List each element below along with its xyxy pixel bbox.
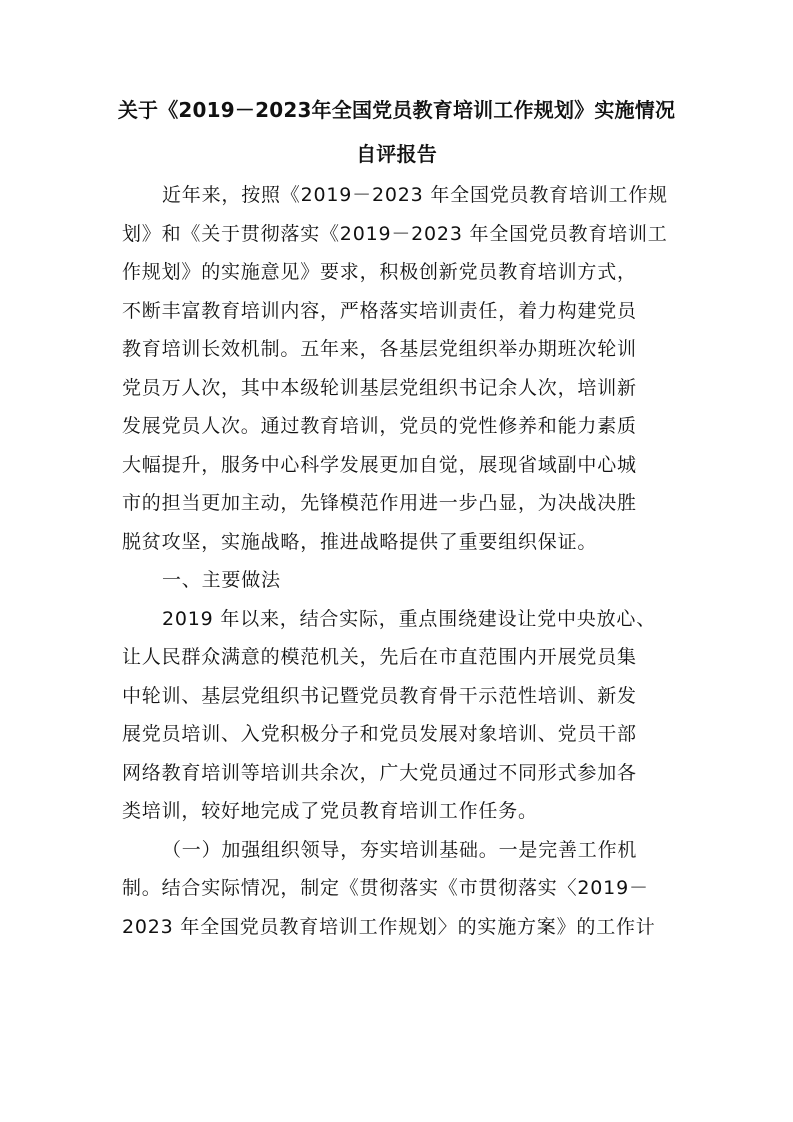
paragraph-1-line: 脱贫攻坚，实施战略，推进战略提供了重要组织保证。 [122,530,598,553]
paragraph-2-line: 展党员培训、入党积极分子和党员发展对象培训、党员干部 [122,723,637,745]
document-body [122,176,672,946]
paragraph-1-line: 近年来，按照《2019－2023 年全国党员教育培训工作规 [162,184,668,206]
document-title-line-1: 关于《2019－2023年全国党员教育培训工作规划》实施情况 [117,98,676,122]
paragraph-1-line: 教育培训长效机制。五年来，各基层党组织举办期班次轮训 [122,338,637,360]
paragraph-2-line: 中轮训、基层党组织书记暨党员教育骨干示范性培训、新发 [122,684,637,707]
paragraph-1-line: 大幅提升，服务中心科学发展更加自觉，展现省域副中心城 [122,453,637,476]
paragraph-1-line: 作规划》的实施意见》要求，积极创新党员教育培训方式， [122,261,637,283]
document-title-line-2: 自评报告 [356,142,437,166]
paragraph-2-line: 让人民群众满意的模范机关，先后在市直范围内开展党员集 [122,646,637,668]
paragraph-2-line: 类培训，较好地完成了党员教育培训工作任务。 [122,800,538,822]
paragraph-2-line: 2019 年以来，结合实际，重点围绕建设让党中央放心、 [162,607,656,630]
paragraph-1-line: 不断丰富教育培训内容，严格落实培训责任，着力构建党员 [122,299,637,322]
paragraph-3-line: 制。结合实际情况，制定《贯彻落实《市贯彻落实〈2019－ [122,877,649,899]
paragraph-3-line: 2023 年全国党员教育培训工作规划〉的实施方案》的工作计 [122,915,656,938]
paragraph-1-line: 市的担当更加主动，先锋模范作用进一步凸显，为决战决胜 [122,492,637,514]
section-1-heading: 一、主要做法 [162,569,281,591]
paragraph-2-line: 网络教育培训等培训共余次，广大党员通过不同形式参加各 [122,761,637,784]
paragraph-1-line: 发展党员人次。通过教育培训，党员的党性修养和能力素质 [122,415,637,437]
paragraph-1-line: 划》和《关于贯彻落实《2019－2023 年全国党员教育培训工 [122,222,668,245]
paragraph-3-line: （一）加强组织领导，夯实培训基础。一是完善工作机 [162,838,638,861]
paragraph-1-line: 党员万人次，其中本级轮训基层党组织书记余人次，培训新 [122,376,637,399]
